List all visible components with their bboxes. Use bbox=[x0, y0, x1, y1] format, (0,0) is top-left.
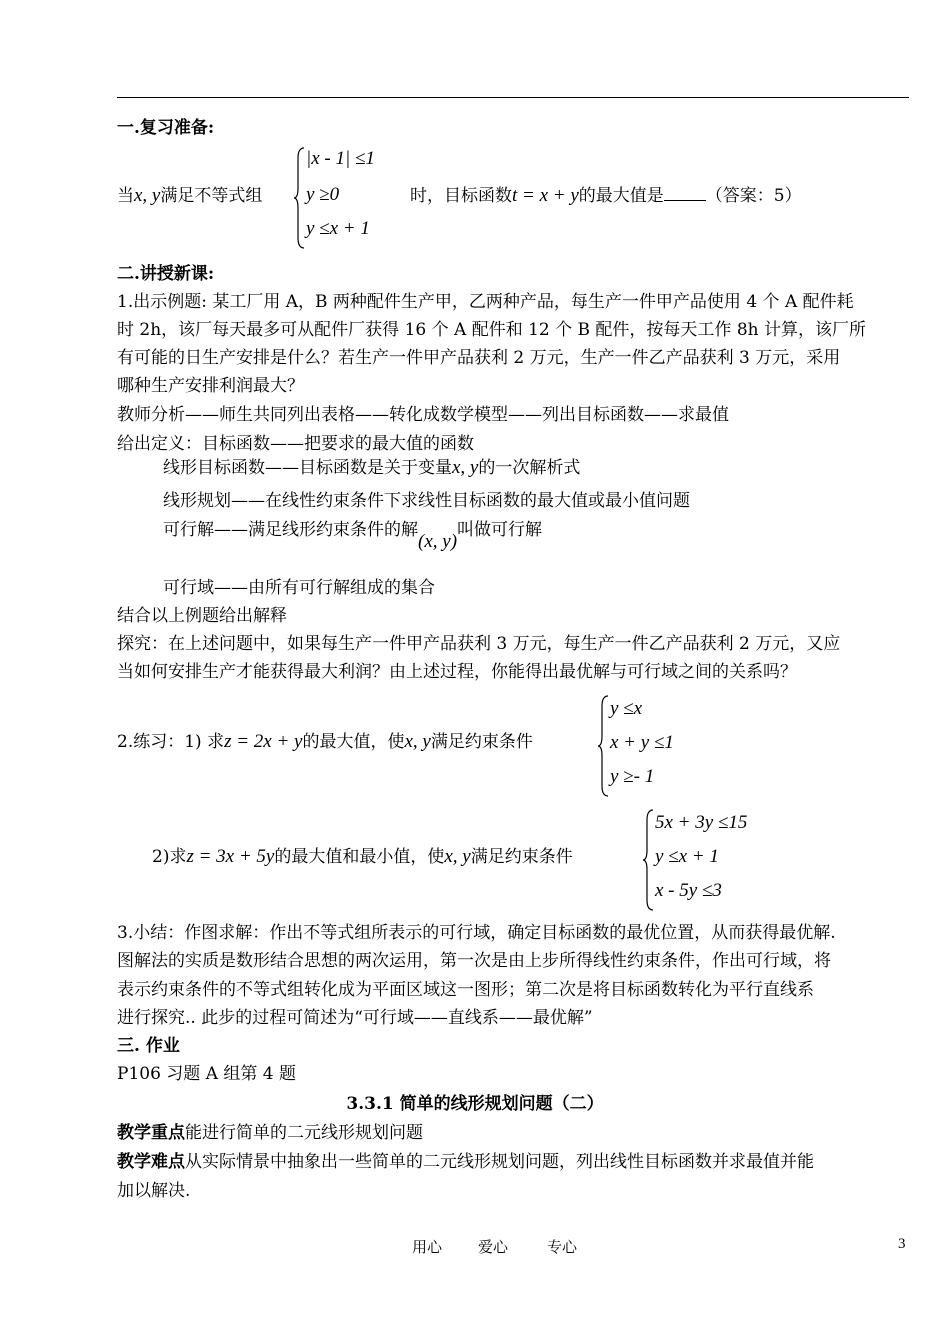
paragraph-line: 图解法的实质是数形结合思想的两次运用，第一次是由上步所得线性约束条件，作出可行域，将 bbox=[117, 951, 831, 971]
section-new-lesson-title: 二.讲授新课: bbox=[117, 264, 215, 284]
review-inequality-system: |x - 1| ≤1 y ≥0 y ≤x + 1 bbox=[294, 146, 384, 250]
answer-blank bbox=[664, 184, 706, 201]
section-homework-title: 三. 作业 bbox=[117, 1036, 180, 1056]
paragraph-line: 哪种生产安排利润最大？ bbox=[117, 376, 304, 396]
page-number: 3 bbox=[898, 1236, 906, 1252]
definition-linear-programming: 线形规划——在线性约束条件下求线性目标函数的最大值或最小值问题 bbox=[163, 491, 690, 511]
left-brace-icon bbox=[643, 808, 655, 912]
footer-text-3: 专心 bbox=[547, 1238, 578, 1256]
paragraph-line: 进行探究.. 此步的过程可简述为“可行域——直线系——最优解” bbox=[117, 1008, 593, 1028]
paragraph-line: 3.小结：作图求解：作出不等式组所表示的可行域，确定目标函数的最优位置，从而获得最优解. bbox=[117, 923, 836, 943]
review-question-tail: 时，目标函数t = x + y的最大值是 （答案：5） bbox=[410, 185, 802, 206]
section-review-title: 一.复习准备: bbox=[117, 118, 215, 138]
paragraph-line: 探究：在上述问题中，如果每生产一件甲产品获利 3 万元，每生产一件乙产品获利 2 万元，又应 bbox=[117, 634, 841, 654]
homework-line: P106 习题 A 组第 4 题 bbox=[117, 1064, 296, 1084]
teaching-difficulty-cont: 加以解决. bbox=[117, 1181, 191, 1201]
footer-text-2: 爱心 bbox=[478, 1238, 509, 1256]
footer-text-1: 用心 bbox=[412, 1238, 443, 1256]
left-brace-icon bbox=[598, 694, 610, 798]
paragraph-line: 结合以上例题给出解释 bbox=[117, 606, 287, 626]
paragraph-line: 给出定义：目标函数——把要求的最大值的函数 bbox=[117, 434, 474, 454]
next-lesson-title: 3.3.1 简单的线形规划问题（二） bbox=[346, 1094, 604, 1114]
paragraph-line: 时 2h，该厂每天最多可从配件厂获得 16 个 A 配件和 12 个 B 配件，按每天工作 8h 计算，该厂所 bbox=[117, 320, 867, 340]
exercise-1-line: 2.练习：1) 求z = 2x + y的最大值，使x, y满足约束条件 bbox=[117, 731, 533, 752]
teaching-key-point: 教学重点能进行简单的二元线形规划问题 bbox=[117, 1123, 423, 1143]
exercise-1-constraints: y ≤x x + y ≤1 y ≥- 1 bbox=[598, 694, 698, 798]
paragraph-line: 表示约束条件的不等式组转化成为平面区域这一图形；第二次是将目标函数转化为平行直线系 bbox=[117, 980, 814, 1000]
left-brace-icon bbox=[294, 146, 306, 250]
paragraph-line: 1.出示例题: 某工厂用 A，B 两种配件生产甲，乙两种产品，每生产一件甲产品使用 4 个 A 配件耗 bbox=[117, 292, 854, 312]
paragraph-line: 有可能的日生产安排是什么？若生产一件甲产品获利 2 万元，生产一件乙产品获利 3 万元，采用 bbox=[117, 348, 841, 368]
definition-feasible-solution: 可行解——满足线形约束条件的解(x, y)叫做可行解 bbox=[163, 520, 543, 552]
exercise-2-constraints: 5x + 3y ≤15 y ≤x + 1 x - 5y ≤3 bbox=[643, 808, 783, 912]
paragraph-line: 当如何安排生产才能获得最大利润？由上述过程，你能得出最优解与可行域之间的关系吗？ bbox=[117, 662, 797, 682]
definition-feasible-region: 可行域——由所有可行解组成的集合 bbox=[163, 578, 435, 598]
review-question-line: 当x, y满足不等式组 bbox=[117, 185, 263, 206]
header-rule bbox=[117, 97, 909, 98]
exercise-2-line: 2)求z = 3x + 5y的最大值和最小值，使x, y满足约束条件 bbox=[152, 846, 573, 867]
paragraph-line: 教师分析——师生共同列出表格——转化成数学模型——列出目标函数——求最值 bbox=[117, 405, 729, 425]
teaching-difficulty: 教学难点从实际情景中抽象出一些简单的二元线形规划问题，列出线性目标函数并求最值并能 bbox=[117, 1152, 814, 1172]
definition-linear-objective: 线形目标函数——目标函数是关于变量x, y的一次解析式 bbox=[163, 457, 581, 478]
